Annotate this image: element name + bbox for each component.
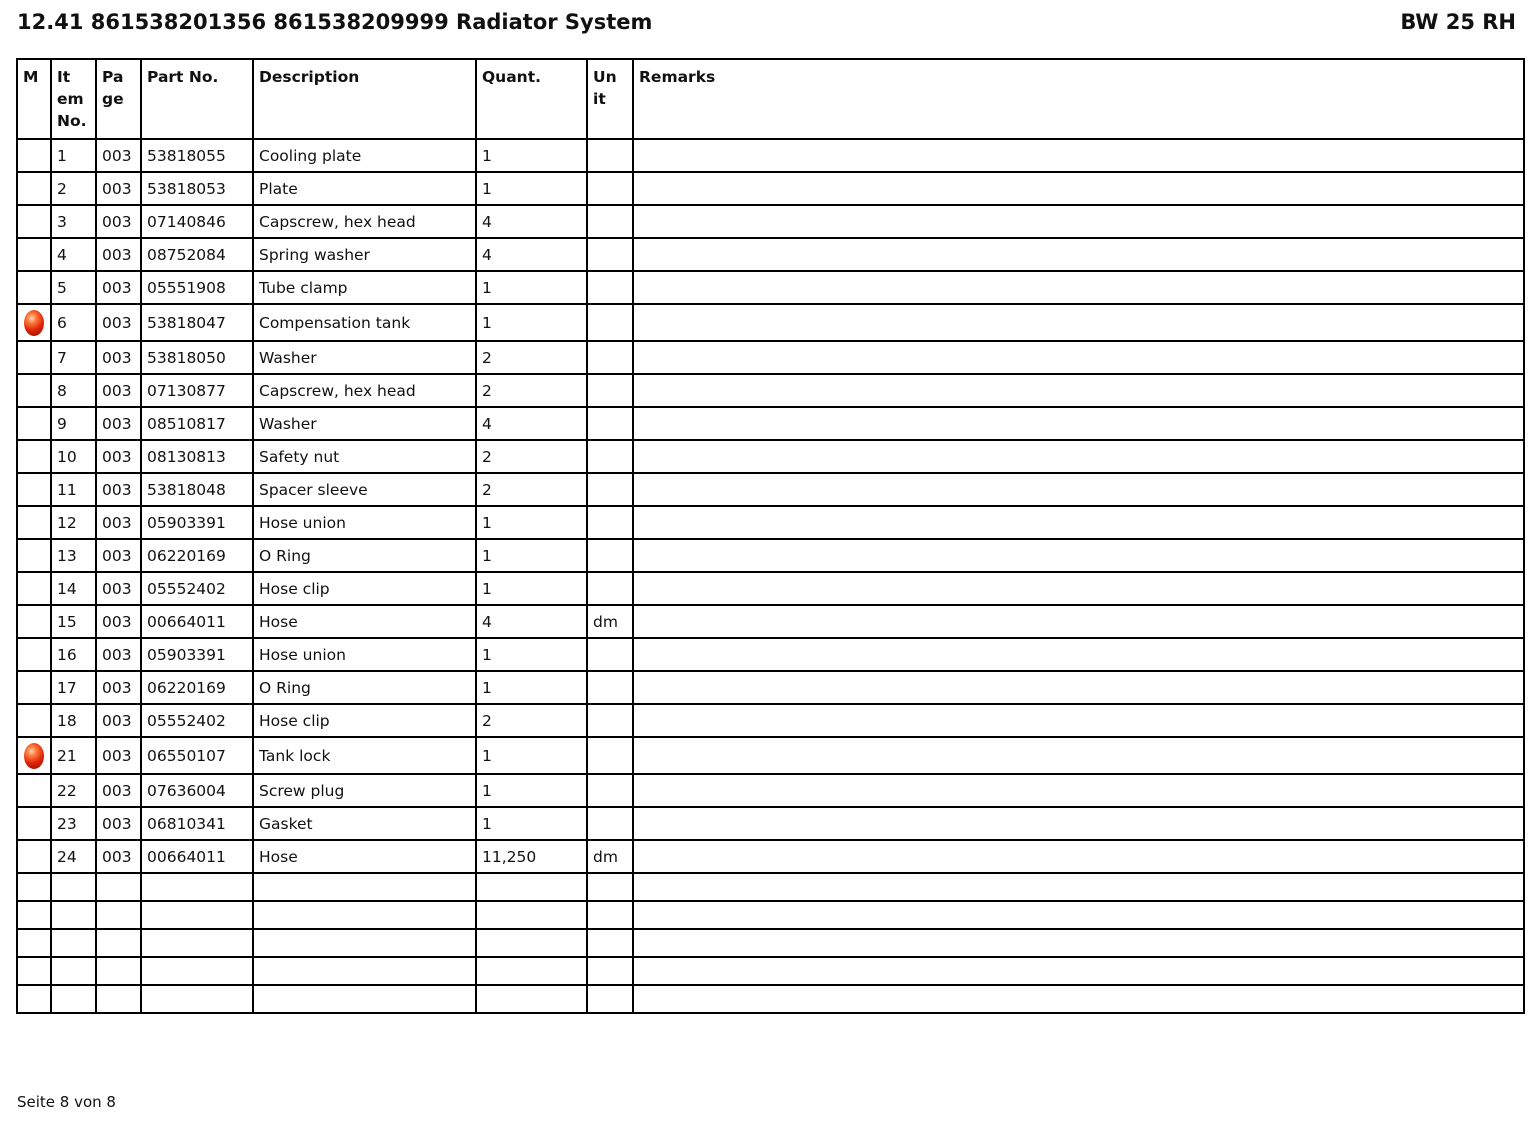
page-cell: 003 (96, 205, 141, 238)
mark-cell (17, 473, 51, 506)
item-number-cell: 5 (51, 271, 96, 304)
unit-cell (587, 807, 633, 840)
empty-cell (476, 929, 587, 957)
remarks-cell (633, 506, 1524, 539)
table-row (17, 671, 1524, 704)
remarks-cell (633, 539, 1524, 572)
empty-cell (587, 985, 633, 1013)
unit-cell (587, 407, 633, 440)
col-header-quantity: Quant. (476, 59, 587, 139)
table-row (17, 704, 1524, 737)
table-row (17, 807, 1524, 840)
empty-table-row (17, 873, 1524, 901)
page-cell: 003 (96, 671, 141, 704)
empty-cell (96, 901, 141, 929)
col-header-page: Pa ge (96, 59, 141, 139)
quantity-cell: 1 (476, 671, 587, 704)
quantity-cell: 1 (476, 506, 587, 539)
quantity-cell: 4 (476, 205, 587, 238)
remarks-cell (633, 139, 1524, 172)
remarks-cell (633, 840, 1524, 873)
table-header-row (17, 59, 1524, 139)
part-number-cell: 08752084 (141, 238, 253, 271)
quantity-cell: 1 (476, 807, 587, 840)
remarks-cell (633, 271, 1524, 304)
remarks-cell (633, 671, 1524, 704)
description-cell: Spacer sleeve (253, 473, 476, 506)
empty-cell (51, 873, 96, 901)
part-number-cell: 06810341 (141, 807, 253, 840)
remarks-cell (633, 572, 1524, 605)
item-number-cell: 8 (51, 374, 96, 407)
remarks-cell (633, 473, 1524, 506)
unit-cell (587, 704, 633, 737)
table-row (17, 840, 1524, 873)
empty-cell (141, 873, 253, 901)
unit-cell (587, 172, 633, 205)
part-number-cell: 00664011 (141, 605, 253, 638)
part-number-cell: 05552402 (141, 704, 253, 737)
page-cell: 003 (96, 774, 141, 807)
item-number-cell: 15 (51, 605, 96, 638)
table-row (17, 440, 1524, 473)
empty-cell (633, 929, 1524, 957)
table-row (17, 139, 1524, 172)
description-cell: Hose (253, 605, 476, 638)
mark-cell (17, 774, 51, 807)
mark-cell (17, 172, 51, 205)
empty-cell (96, 957, 141, 985)
unit-cell (587, 205, 633, 238)
col-header-item: It em No. (51, 59, 96, 139)
page-cell: 003 (96, 271, 141, 304)
unit-cell (587, 774, 633, 807)
quantity-cell: 1 (476, 737, 587, 774)
unit-cell (587, 638, 633, 671)
description-cell: Screw plug (253, 774, 476, 807)
item-number-cell: 6 (51, 304, 96, 341)
mark-cell (17, 572, 51, 605)
page-cell: 003 (96, 440, 141, 473)
table-row (17, 407, 1524, 440)
empty-cell (587, 957, 633, 985)
item-number-cell: 23 (51, 807, 96, 840)
page-footer: Seite 8 von 8 (17, 1093, 116, 1111)
description-cell: Safety nut (253, 440, 476, 473)
part-number-cell: 00664011 (141, 840, 253, 873)
description-cell: Cooling plate (253, 139, 476, 172)
empty-table-row (17, 929, 1524, 957)
page-cell: 003 (96, 341, 141, 374)
description-cell: Capscrew, hex head (253, 205, 476, 238)
remarks-cell (633, 737, 1524, 774)
empty-cell (17, 957, 51, 985)
remarks-cell (633, 807, 1524, 840)
unit-cell: dm (587, 605, 633, 638)
quantity-cell: 1 (476, 304, 587, 341)
description-cell: O Ring (253, 671, 476, 704)
part-number-cell: 53818050 (141, 341, 253, 374)
quantity-cell: 1 (476, 539, 587, 572)
item-number-cell: 1 (51, 139, 96, 172)
mark-cell (17, 605, 51, 638)
item-number-cell: 17 (51, 671, 96, 704)
unit-cell (587, 271, 633, 304)
unit-cell (587, 539, 633, 572)
unit-cell (587, 238, 633, 271)
empty-cell (253, 957, 476, 985)
item-number-cell: 22 (51, 774, 96, 807)
mark-cell (17, 205, 51, 238)
description-cell: Plate (253, 172, 476, 205)
item-number-cell: 13 (51, 539, 96, 572)
quantity-cell: 4 (476, 407, 587, 440)
empty-cell (633, 901, 1524, 929)
page-cell: 003 (96, 139, 141, 172)
unit-cell (587, 572, 633, 605)
unit-cell (587, 473, 633, 506)
empty-cell (587, 901, 633, 929)
table-row (17, 205, 1524, 238)
empty-cell (141, 929, 253, 957)
empty-cell (476, 985, 587, 1013)
description-cell: Compensation tank (253, 304, 476, 341)
page-cell: 003 (96, 407, 141, 440)
part-number-cell: 06220169 (141, 539, 253, 572)
remarks-cell (633, 341, 1524, 374)
unit-cell (587, 506, 633, 539)
mark-cell (17, 341, 51, 374)
description-cell: Hose clip (253, 572, 476, 605)
item-number-cell: 12 (51, 506, 96, 539)
quantity-cell: 4 (476, 238, 587, 271)
item-number-cell: 9 (51, 407, 96, 440)
unit-cell (587, 304, 633, 341)
unit-cell (587, 139, 633, 172)
remarks-cell (633, 638, 1524, 671)
item-number-cell: 18 (51, 704, 96, 737)
unit-cell (587, 374, 633, 407)
unit-cell (587, 737, 633, 774)
table-row (17, 172, 1524, 205)
empty-cell (476, 873, 587, 901)
page-cell: 003 (96, 172, 141, 205)
item-number-cell: 24 (51, 840, 96, 873)
part-number-cell: 05903391 (141, 638, 253, 671)
item-number-cell: 7 (51, 341, 96, 374)
unit-cell (587, 440, 633, 473)
empty-cell (96, 873, 141, 901)
mark-cell (17, 638, 51, 671)
part-number-cell: 08130813 (141, 440, 253, 473)
remarks-cell (633, 238, 1524, 271)
page-title: 12.41 861538201356 861538209999 Radiator System (17, 10, 653, 34)
part-number-cell: 53818048 (141, 473, 253, 506)
empty-cell (587, 929, 633, 957)
part-number-cell: 05903391 (141, 506, 253, 539)
page-cell: 003 (96, 807, 141, 840)
page-cell: 003 (96, 572, 141, 605)
part-number-cell: 05552402 (141, 572, 253, 605)
col-header-description: Description (253, 59, 476, 139)
empty-cell (141, 957, 253, 985)
remarks-cell (633, 774, 1524, 807)
item-number-cell: 3 (51, 205, 96, 238)
description-cell: Washer (253, 341, 476, 374)
mark-cell (17, 704, 51, 737)
red-marker-icon (24, 310, 44, 336)
table-row (17, 473, 1524, 506)
remarks-cell (633, 407, 1524, 440)
remarks-cell (633, 205, 1524, 238)
empty-cell (17, 929, 51, 957)
remarks-cell (633, 304, 1524, 341)
page-cell: 003 (96, 506, 141, 539)
part-number-cell: 53818047 (141, 304, 253, 341)
empty-cell (96, 929, 141, 957)
table-row (17, 638, 1524, 671)
item-number-cell: 2 (51, 172, 96, 205)
empty-cell (51, 957, 96, 985)
remarks-cell (633, 374, 1524, 407)
part-number-cell: 07636004 (141, 774, 253, 807)
page-cell: 003 (96, 539, 141, 572)
table-row (17, 374, 1524, 407)
item-number-cell: 4 (51, 238, 96, 271)
empty-cell (253, 901, 476, 929)
empty-cell (476, 957, 587, 985)
empty-cell (51, 929, 96, 957)
empty-cell (253, 873, 476, 901)
mark-cell (17, 539, 51, 572)
part-number-cell: 08510817 (141, 407, 253, 440)
part-number-cell: 07130877 (141, 374, 253, 407)
col-header-unit: Un it (587, 59, 633, 139)
description-cell: Washer (253, 407, 476, 440)
empty-table-row (17, 901, 1524, 929)
quantity-cell: 1 (476, 638, 587, 671)
quantity-cell: 1 (476, 172, 587, 205)
item-number-cell: 16 (51, 638, 96, 671)
item-number-cell: 11 (51, 473, 96, 506)
page-cell: 003 (96, 304, 141, 341)
empty-cell (587, 873, 633, 901)
machine-model: BW 25 RH (1400, 10, 1516, 34)
empty-cell (141, 985, 253, 1013)
empty-cell (51, 901, 96, 929)
mark-cell (17, 271, 51, 304)
table-row (17, 774, 1524, 807)
remarks-cell (633, 704, 1524, 737)
mark-cell (17, 407, 51, 440)
description-cell: Capscrew, hex head (253, 374, 476, 407)
empty-cell (253, 929, 476, 957)
quantity-cell: 2 (476, 704, 587, 737)
description-cell: Tank lock (253, 737, 476, 774)
description-cell: Hose (253, 840, 476, 873)
description-cell: Hose clip (253, 704, 476, 737)
quantity-cell: 1 (476, 774, 587, 807)
parts-table (16, 58, 1525, 1014)
quantity-cell: 1 (476, 271, 587, 304)
mark-cell (17, 671, 51, 704)
mark-cell (17, 840, 51, 873)
page-cell: 003 (96, 840, 141, 873)
description-cell: Gasket (253, 807, 476, 840)
col-header-remarks: Remarks (633, 59, 1524, 139)
part-number-cell: 05551908 (141, 271, 253, 304)
part-number-cell: 53818055 (141, 139, 253, 172)
description-cell: Spring washer (253, 238, 476, 271)
empty-cell (17, 985, 51, 1013)
red-marker-icon (24, 743, 44, 769)
mark-cell (17, 440, 51, 473)
table-row (17, 605, 1524, 638)
col-header-part: Part No. (141, 59, 253, 139)
quantity-cell: 2 (476, 440, 587, 473)
item-number-cell: 10 (51, 440, 96, 473)
mark-cell (17, 139, 51, 172)
description-cell: Hose union (253, 638, 476, 671)
unit-cell: dm (587, 840, 633, 873)
page-cell: 003 (96, 238, 141, 271)
mark-cell (17, 737, 51, 774)
page-cell: 003 (96, 374, 141, 407)
empty-cell (633, 985, 1524, 1013)
quantity-cell: 2 (476, 473, 587, 506)
mark-cell (17, 807, 51, 840)
quantity-cell: 1 (476, 139, 587, 172)
quantity-cell: 2 (476, 374, 587, 407)
table-row (17, 304, 1524, 341)
description-cell: Hose union (253, 506, 476, 539)
page-cell: 003 (96, 605, 141, 638)
part-number-cell: 07140846 (141, 205, 253, 238)
mark-cell (17, 506, 51, 539)
part-number-cell: 06550107 (141, 737, 253, 774)
mark-cell (17, 238, 51, 271)
col-header-mark: M (17, 59, 51, 139)
empty-table-row (17, 985, 1524, 1013)
page-cell: 003 (96, 704, 141, 737)
table-row (17, 271, 1524, 304)
unit-cell (587, 671, 633, 704)
empty-table-row (17, 957, 1524, 985)
empty-cell (96, 985, 141, 1013)
page-cell: 003 (96, 473, 141, 506)
table-row (17, 737, 1524, 774)
empty-cell (17, 901, 51, 929)
table-row (17, 506, 1524, 539)
unit-cell (587, 341, 633, 374)
quantity-cell: 2 (476, 341, 587, 374)
quantity-cell: 11,250 (476, 840, 587, 873)
empty-cell (253, 985, 476, 1013)
remarks-cell (633, 440, 1524, 473)
remarks-cell (633, 172, 1524, 205)
description-cell: Tube clamp (253, 271, 476, 304)
page-cell: 003 (96, 737, 141, 774)
empty-cell (141, 901, 253, 929)
item-number-cell: 21 (51, 737, 96, 774)
description-cell: O Ring (253, 539, 476, 572)
empty-cell (51, 985, 96, 1013)
table-row (17, 539, 1524, 572)
empty-cell (633, 873, 1524, 901)
quantity-cell: 4 (476, 605, 587, 638)
table-row (17, 341, 1524, 374)
mark-cell (17, 304, 51, 341)
quantity-cell: 1 (476, 572, 587, 605)
item-number-cell: 14 (51, 572, 96, 605)
empty-cell (17, 873, 51, 901)
part-number-cell: 53818053 (141, 172, 253, 205)
part-number-cell: 06220169 (141, 671, 253, 704)
table-row (17, 572, 1524, 605)
empty-cell (633, 957, 1524, 985)
empty-cell (476, 901, 587, 929)
page-cell: 003 (96, 638, 141, 671)
table-row (17, 238, 1524, 271)
mark-cell (17, 374, 51, 407)
remarks-cell (633, 605, 1524, 638)
